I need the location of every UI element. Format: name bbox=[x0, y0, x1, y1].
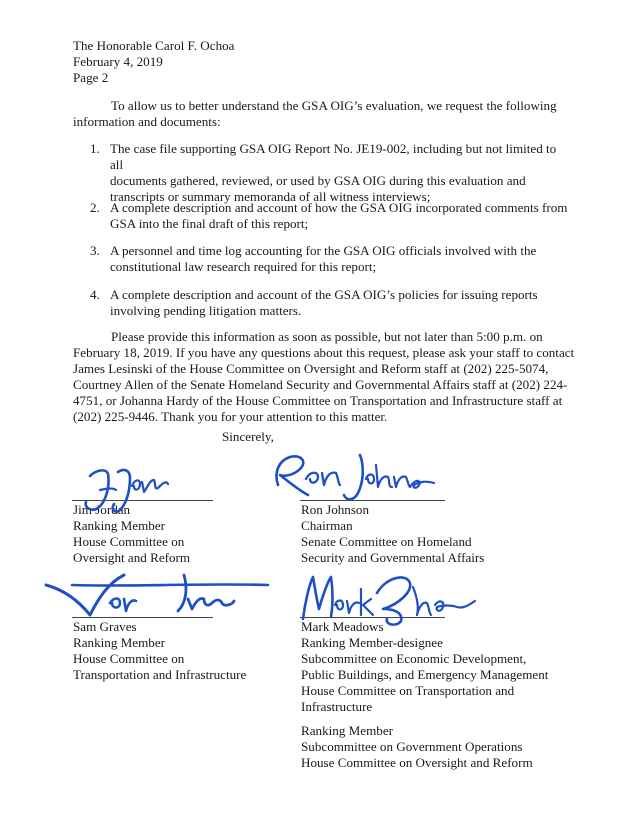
signature-jordan bbox=[78, 458, 198, 518]
date-line: February 4, 2019 bbox=[73, 54, 163, 69]
signatory-committee: Public Buildings, and Emergency Management bbox=[301, 667, 549, 682]
request-item-2 bbox=[90, 200, 568, 232]
signatory-meadows bbox=[301, 619, 548, 771]
request-text-line: involving pending litigation matters. bbox=[110, 303, 302, 318]
request-number: 4. bbox=[90, 287, 100, 302]
signatory-committee: House Committee on bbox=[73, 534, 185, 549]
request-number: 1. bbox=[90, 141, 100, 156]
signatory-title: Chairman bbox=[301, 518, 353, 533]
request-number: 3. bbox=[90, 243, 100, 258]
signatory-committee: Oversight and Reform bbox=[73, 550, 191, 565]
page-number: Page 2 bbox=[73, 70, 109, 85]
signatory-committee: Subcommittee on Government Operations bbox=[301, 739, 523, 754]
request-text-line: transcripts or summary memoranda of all witness interviews; bbox=[110, 189, 431, 204]
signatory-name: Ron Johnson bbox=[301, 502, 370, 517]
request-item-1 bbox=[90, 141, 568, 204]
signatory-name: Jim Jordan bbox=[73, 502, 131, 517]
closing-line: James Lesinski of the House Committee on Oversight and Reform staff at (202) 225-5074, bbox=[73, 361, 549, 376]
closing-line: Please provide this information as soon as possible, but not later than 5:00 p.m. on bbox=[111, 329, 543, 344]
signatory-name: Mark Meadows bbox=[301, 619, 384, 634]
request-text-line: A personnel and time log accounting for the GSA OIG officials involved with the bbox=[110, 243, 537, 258]
closing-line: February 18, 2019. If you have any questions about this request, please ask your staff to contact bbox=[73, 345, 575, 360]
request-text-line: The case file supporting GSA OIG Report No. JE19-002, including but not limited to all bbox=[110, 141, 557, 172]
closing-line: (202) 225-9446. Thank you for your attention to this matter. bbox=[73, 409, 388, 424]
signatory-title: Ranking Member bbox=[73, 635, 166, 650]
closing-paragraph bbox=[73, 329, 574, 425]
letter-header bbox=[73, 38, 235, 86]
request-text-line: A complete description and account of the GSA OIG’s policies for issuing reports bbox=[110, 287, 538, 302]
signatory-committee: Senate Committee on Homeland bbox=[301, 534, 472, 549]
signatory-committee: Security and Governmental Affairs bbox=[301, 550, 485, 565]
request-item-3 bbox=[90, 243, 568, 275]
request-text-line: GSA into the final draft of this report; bbox=[110, 216, 309, 231]
request-item-4 bbox=[90, 287, 568, 319]
request-text-line: A complete description and account of how the GSA OIG incorporated comments from bbox=[110, 200, 568, 215]
recipient-line: The Honorable Carol F. Ochoa bbox=[73, 38, 235, 53]
signature-graves bbox=[38, 555, 283, 625]
request-number: 2. bbox=[90, 200, 100, 215]
closing-line: 4751, or Johanna Hardy of the House Committee on Transportation and Infrastructure staff at bbox=[73, 393, 563, 408]
signatory-committee: Infrastructure bbox=[301, 699, 373, 714]
signatory-committee: Transportation and Infrastructure bbox=[73, 667, 247, 682]
intro-paragraph: To allow us to better understand the GSA OIG’s evaluation, we request the following information and documents: bbox=[73, 98, 557, 129]
signatory-title: Ranking Member bbox=[301, 723, 394, 738]
signature-meadows bbox=[285, 565, 485, 635]
signatory-committee: House Committee on Transportation and bbox=[301, 683, 515, 698]
signatory-committee: Subcommittee on Economic Development, bbox=[301, 651, 527, 666]
signatory-graves bbox=[73, 619, 246, 683]
signatory-name: Sam Graves bbox=[73, 619, 137, 634]
signature-johnson bbox=[268, 445, 438, 515]
signatory-committee: House Committee on Oversight and Reform bbox=[301, 755, 533, 770]
sign-off: Sincerely, bbox=[222, 429, 274, 444]
signatory-committee: House Committee on bbox=[73, 651, 185, 666]
closing-line: Courtney Allen of the Senate Homeland Security and Governmental Affairs staff at (202) 224- bbox=[73, 377, 568, 392]
request-text-line: constitutional law research required for this report; bbox=[110, 259, 377, 274]
signatory-title: Ranking Member bbox=[73, 518, 166, 533]
signatory-title: Ranking Member-designee bbox=[301, 635, 443, 650]
request-text-line: documents gathered, reviewed, or used by GSA OIG during this evaluation and bbox=[110, 173, 526, 188]
